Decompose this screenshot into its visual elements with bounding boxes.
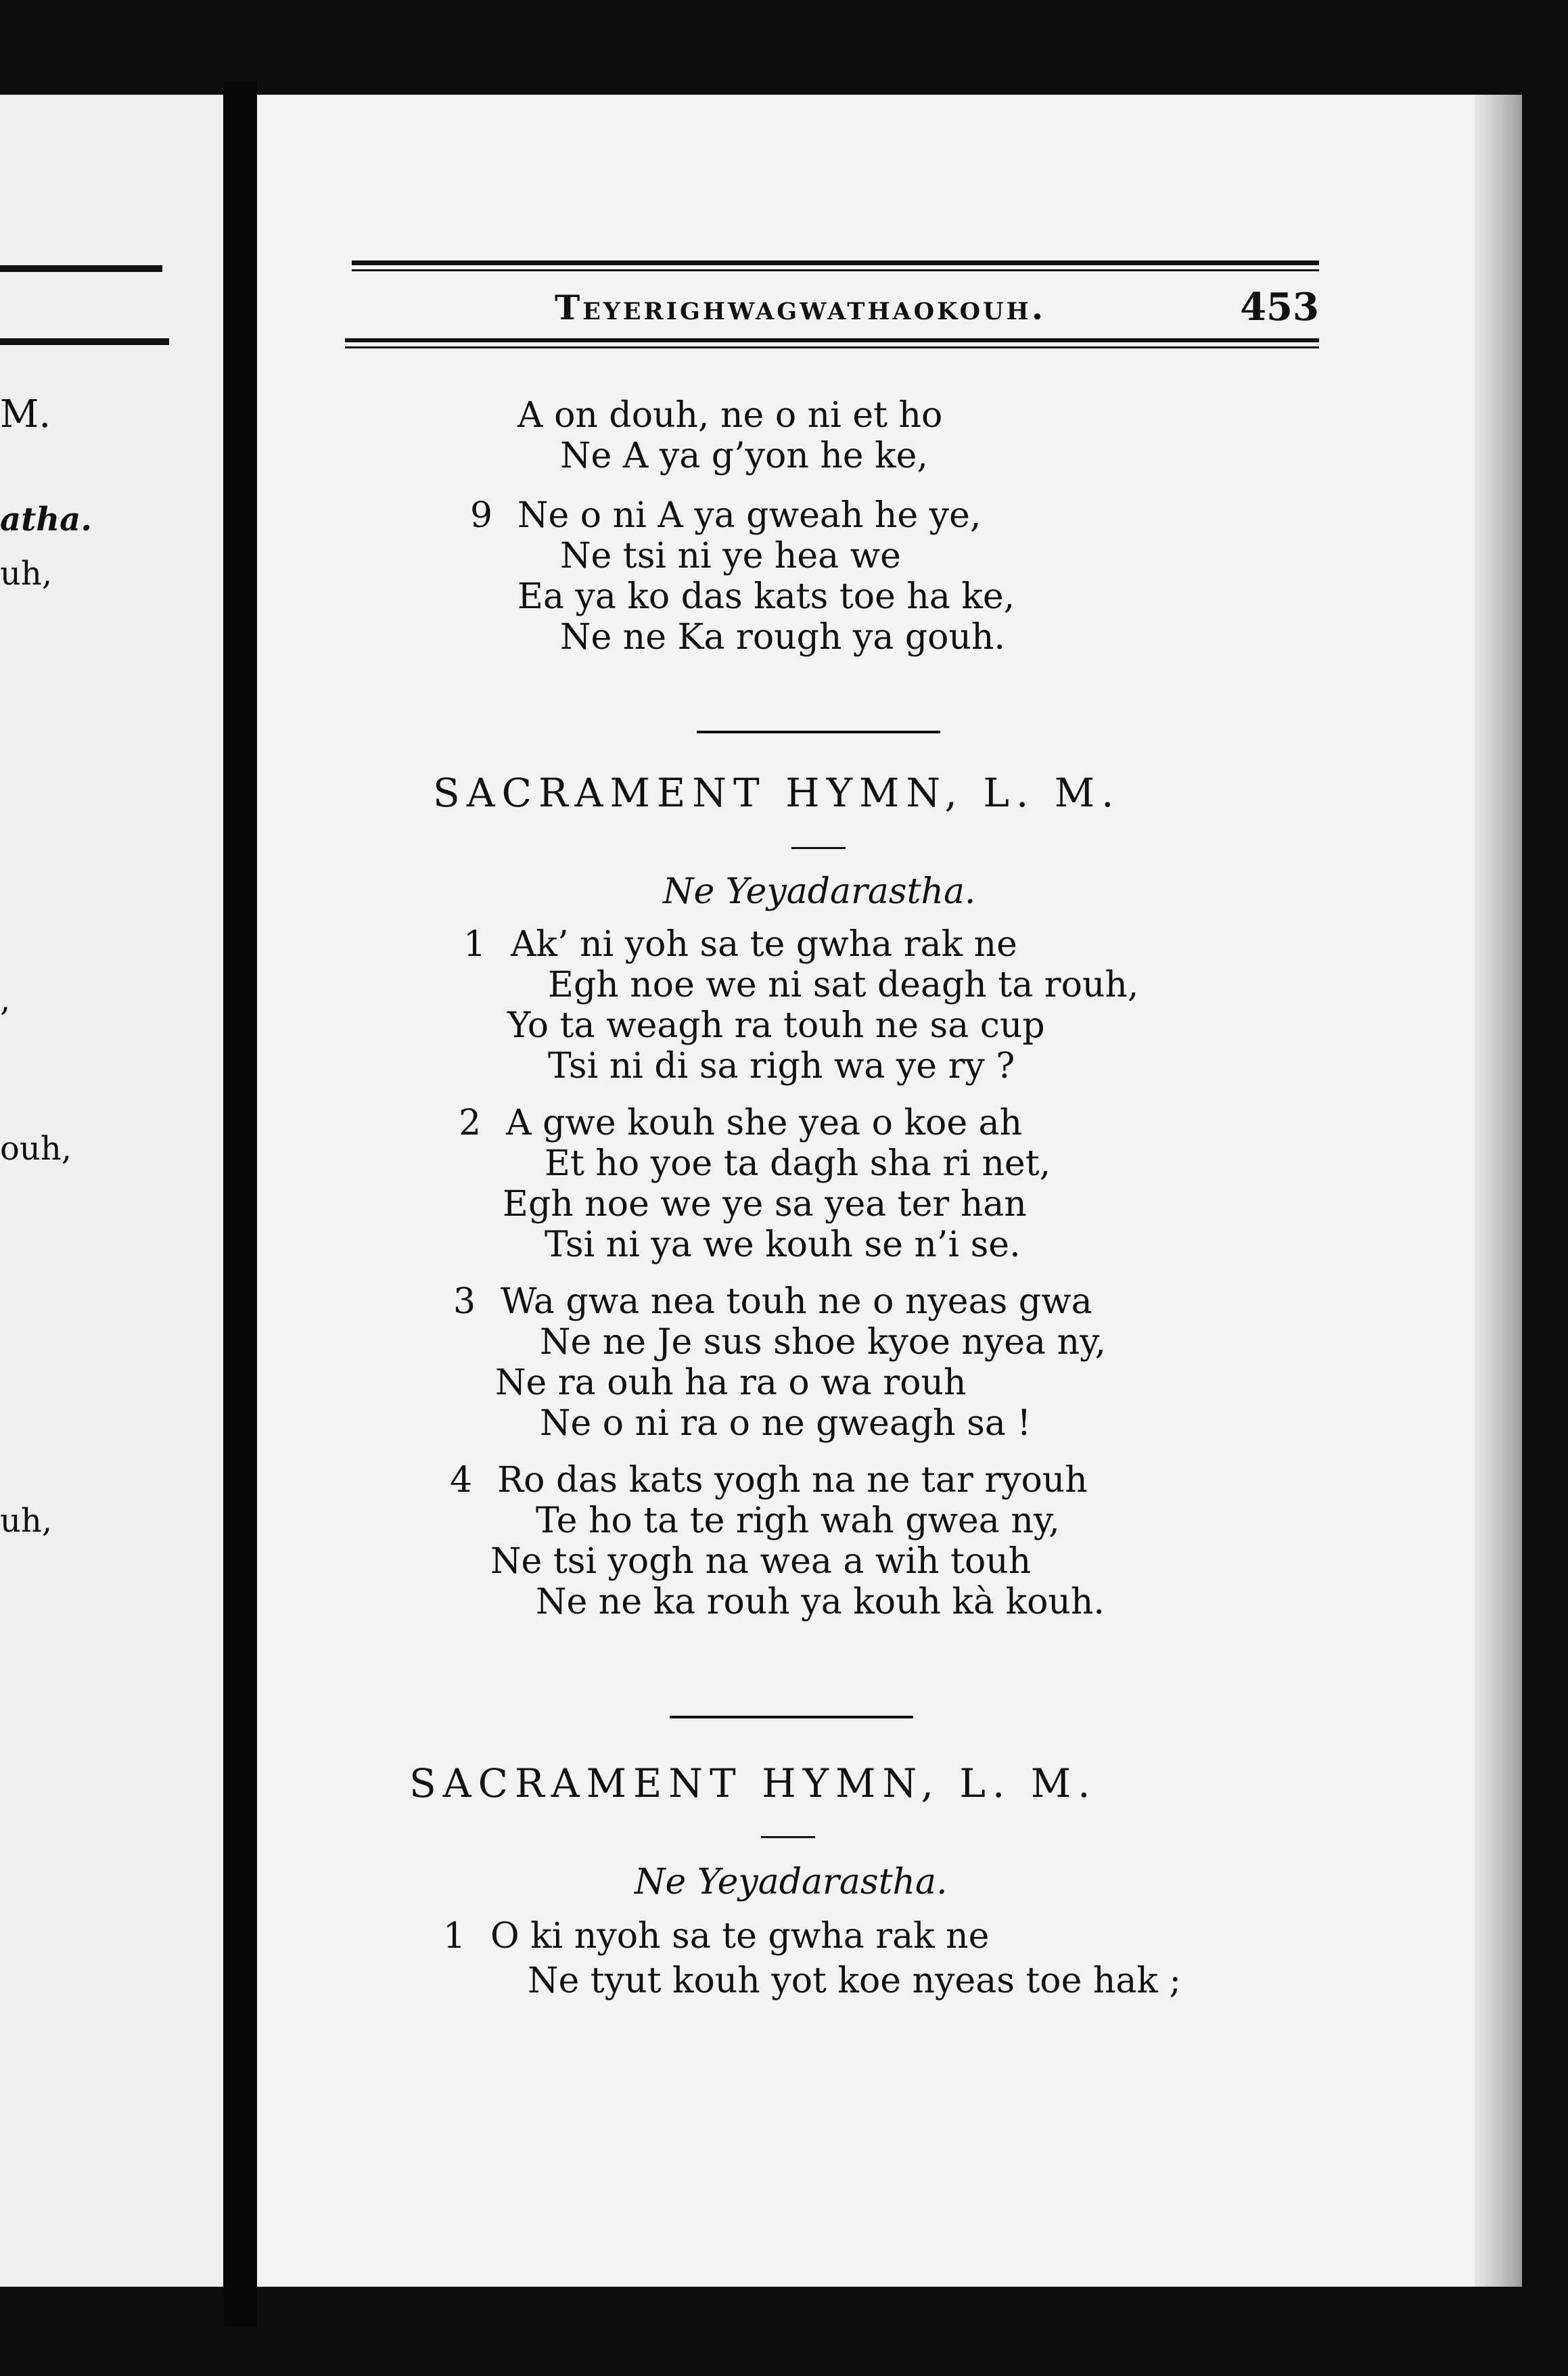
section-divider — [670, 1716, 913, 1718]
verse-line: Egh noe we ni sat deagh ta rouh, — [548, 965, 1139, 1005]
verse-number: 1 — [443, 1916, 466, 1957]
title-rule — [761, 1836, 815, 1838]
verse-line: Ne ne ka rouh ya kouh kà kouh. — [536, 1582, 1105, 1622]
verse-line: Tsi ni ya we kouh se n’i se. — [545, 1225, 1021, 1265]
header-rule-bottom-thin — [345, 346, 1319, 348]
left-fragment: M. — [0, 392, 51, 436]
page-453 — [257, 95, 1522, 2287]
left-fragment: uh, — [0, 1502, 53, 1540]
header-rule-top — [352, 260, 1319, 265]
verse-number: 2 — [459, 1103, 482, 1143]
verse-line: Ne ne Ka rough ya gouh. — [560, 617, 1005, 658]
verse-line: 9 Ne o ni A ya gweah he ye, — [470, 495, 982, 536]
verse-line: Ne ne Je sus shoe kyoe nyea ny, — [540, 1322, 1107, 1363]
verse-line: Yo ta weagh ra touh ne sa cup — [507, 1005, 1045, 1046]
left-header-rule-bottom — [0, 338, 169, 345]
hymn-title: SACRAMENT HYMN, L. M. — [433, 770, 1121, 816]
verse-line: 1 Ak’ ni yoh sa te gwha rak ne — [463, 924, 1017, 965]
verse-line: Ne tyut kouh yot koe nyeas toe hak ; — [528, 1961, 1181, 2001]
verse-line: Ne tsi yogh na wea a wih touh — [490, 1541, 1032, 1582]
page-edge-shading — [1475, 95, 1522, 2287]
verse-line: Ne tsi ni ye hea we — [560, 536, 901, 576]
verse-line: Et ho yoe ta dagh sha ri net, — [545, 1143, 1051, 1184]
hymn-subtitle: Ne Yeyadarastha. — [635, 1862, 948, 1902]
verse-number: 3 — [453, 1281, 476, 1322]
page-number: 453 — [1240, 285, 1319, 329]
verse-line: 1 O ki nyoh sa te gwha rak ne — [443, 1916, 990, 1957]
left-fragment: , — [0, 981, 11, 1019]
running-head — [555, 285, 1319, 342]
title-rule — [791, 847, 846, 849]
verse-line: Ne A ya g’yon he ke, — [560, 436, 928, 476]
verse-line: Ne o ni ra o ne gweagh sa ! — [540, 1403, 1032, 1444]
verse-number: 1 — [463, 924, 486, 965]
verse-line: Te ho ta te righ wah gwea ny, — [536, 1501, 1060, 1541]
verse-line: Ne ra ouh ha ra o wa rouh — [495, 1363, 967, 1403]
left-page-fragment — [0, 95, 223, 2287]
header-rule-top-thin — [352, 269, 1319, 271]
verse-line: Ea ya ko das kats toe ha ke, — [517, 576, 1015, 617]
verse-line: A on douh, ne o ni et ho — [517, 395, 943, 436]
verse-line: 3 Wa gwa nea touh ne o nyeas gwa — [453, 1281, 1092, 1322]
hymn-subtitle: Ne Yeyadarastha. — [663, 871, 976, 912]
hymn-title: SACRAMENT HYMN, L. M. — [409, 1760, 1097, 1806]
section-divider — [697, 731, 940, 733]
verse-number: 4 — [450, 1460, 473, 1501]
verse-line: 4 Ro das kats yogh na ne tar ryouh — [450, 1460, 1088, 1501]
header-rule-bottom — [345, 338, 1319, 342]
left-fragment: atha. — [0, 501, 92, 539]
book-gutter — [223, 81, 257, 2327]
running-title: Teyerighwagwathaokouh. — [555, 288, 1046, 327]
left-fragment: ouh, — [0, 1130, 72, 1168]
verse-line: Tsi ni di sa righ wa ye ry ? — [548, 1046, 1015, 1087]
left-fragment: uh, — [0, 555, 53, 593]
verse-number: 9 — [470, 495, 493, 536]
verse-line: Egh noe we ye sa yea ter han — [503, 1184, 1027, 1225]
left-header-rule-top — [0, 265, 162, 272]
verse-line: 2 A gwe kouh she yea o koe ah — [459, 1103, 1023, 1143]
